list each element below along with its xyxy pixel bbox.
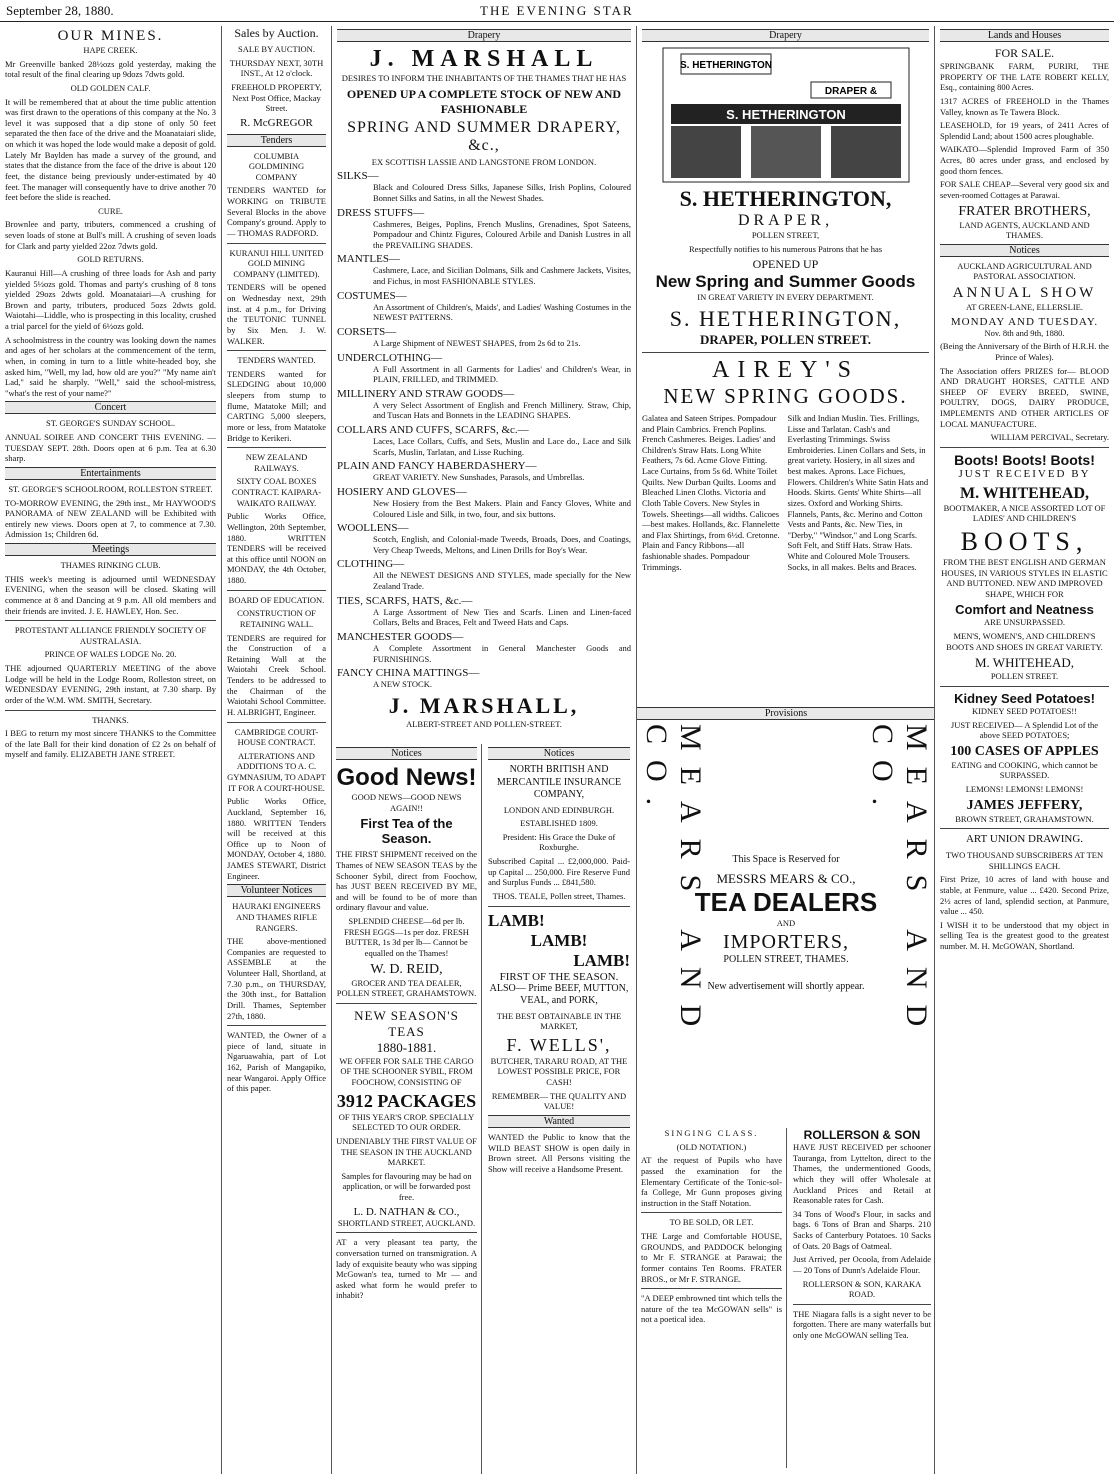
drapery-item xyxy=(337,388,631,421)
ad-text: HAVE JUST RECEIVED per schooner Tauranga, from Lyttelton, direct to the Thames, the undermentioned Goods, which they will offer Wholesale at Auckland Prices and Retail at Reasonable rates for Cash. xyxy=(793,1142,931,1206)
divider xyxy=(940,828,1109,829)
ad-text: FROM THE BEST ENGLISH AND GERMAN HOUSES, IN VARIOUS STYLES IN ELASTIC AND BUTTONED. NEW AND IMPROVED SHAPE, WHICH FOR xyxy=(941,556,1108,599)
airey-list-right: Silk and Indian Muslin. Ties. Frillings, Lisse and Tarlatan. Cash's and Everlasting Trimmings. Swiss Embroideries. Linen Collars and Sets, in great variety. Hosiery, in all sizes and best makes. Aprons. Lace Fichues, Flowers. Children's White Satin Hats and Hoods. Skirts. Gents' White Shirts—all sizes. Oxford and Working Shirts. Flannels, Pants, &c. Merino and Cotton Vests and Pants, &c. New Ties, in "Derby," "Windsor," and Long Scarfs. Soft Felt, and Stiff Hats. Straw Hats. White and Coloured Mole Trousers. Socks, in all makes. Belts and Braces. xyxy=(787,412,929,572)
ad-headline: Boots! Boots! Boots! xyxy=(954,451,1095,468)
ad-text: OPENED UP A COMPLETE STOCK OF NEW AND FASHIONABLE xyxy=(346,86,622,116)
section-header: Meetings xyxy=(5,543,216,556)
heading: OLD GOLDEN CALF. xyxy=(70,82,151,93)
ad-text: ESTABLISHED 1809. xyxy=(520,818,598,829)
ad-footer: ROLLERSON & SON, KARAKA ROAD. xyxy=(802,1278,922,1300)
ad-date: Nov. 8th and 9th, 1880. xyxy=(984,327,1065,338)
drapery-item-heading: DRESS STUFFS— xyxy=(337,206,425,219)
divider xyxy=(5,620,216,621)
ad-text: IN GREAT VARIETY IN EVERY DEPARTMENT. xyxy=(697,292,874,303)
drapery-item xyxy=(337,352,631,385)
drapery-item-text: A Large Shipment of NEWEST SHAPES, from 2s 6d to 21s. xyxy=(373,337,581,348)
ad-title: First Tea of the Season. xyxy=(360,816,453,847)
ad-subtitle: CONSTRUCTION OF RETAINING WALL. xyxy=(237,608,316,629)
ad-text: THE above-mentioned Companies are requested to ASSEMBLE at the Volunteer Hall, Shortland, at 7.30 p.m., on THURSDAY, the 30th inst., for Battalion Drill. Thames, September 27th, 1880. xyxy=(227,936,326,1021)
ad-text: (Being the Anniversary of the Birth of H.R.H. the Prince of Wales). xyxy=(940,341,1109,362)
ad-year: 1880-1881. xyxy=(376,1039,437,1055)
drapery-item-heading: SILKS— xyxy=(337,170,379,183)
ad-title: NORTH BRITISH AND MERCANTILE INSURANCE COMPANY, xyxy=(496,764,622,800)
article-text: A schoolmistress in the country was looking down the names and ages of her scholars at the commencement of the term, when, in coming in turn to a little white-headed boy, she asked him, "Well, my lad, how old are you?" "My name ain't Lad," said he sharply. "Well," said the school-mistress, "what's the rest of your name?" xyxy=(5,334,216,398)
ad-title: TO BE SOLD, OR LET. xyxy=(669,1217,754,1228)
drapery-item-text: All the NEWEST DESIGNS AND STYLES, made specially for the New Zealand Trade. xyxy=(373,570,631,591)
ad-headline: Good News! xyxy=(336,764,477,791)
drapery-item xyxy=(337,326,631,349)
ad-text: WAIKATO—Splendid Improved Farm of 350 Acres, 80 acres under grass, and enclosed by good thorn fences. xyxy=(940,144,1109,176)
drapery-item-heading: COSTUMES— xyxy=(337,289,407,302)
ad-footer: J. MARSHALL, xyxy=(388,692,580,718)
drapery-item xyxy=(337,522,631,555)
ad-text: OPENED UP xyxy=(752,257,819,272)
drapery-item-text: Scotch, English, and Colonial-made Tweeds, Broads, Does, and Coatings, Very Cheap Tweeds, Meltons, and Linen Drills for Boy's Wear. xyxy=(373,534,631,555)
section-header: Drapery xyxy=(642,29,929,42)
divider xyxy=(642,352,929,353)
section-header: Notices xyxy=(940,244,1109,257)
ad-title: ART UNION DRAWING. xyxy=(965,833,1084,846)
ad-text: ALSO— Prime BEEF, MUTTON, VEAL, and PORK, xyxy=(489,982,629,1006)
ad-subtitle: ALTERATIONS AND ADDITIONS TO A. C. GYMNASIUM, TO ADAPT IT FOR A COURT-HOUSE. xyxy=(227,750,326,793)
ad-headline: 100 CASES OF APPLES xyxy=(950,743,1099,759)
ad-text: TENDERS WANTED for WORKING on TRIBUTE Several Blocks in the above Company's ground. Apply to— THOMAS RADFORD. xyxy=(227,185,326,238)
ad-headline: TEA DEALERS xyxy=(694,886,878,917)
divider xyxy=(227,722,326,723)
ad-headline: LAMB! xyxy=(573,950,630,970)
sign-text-1: S. HETHERINGTON xyxy=(679,60,772,71)
ad-text: OF THIS YEAR'S CROP. SPECIALLY SELECTED TO OUR ORDER. xyxy=(338,1111,475,1133)
ad-text: WANTED the Public to know that the WILD BEAST SHOW is open daily in Brown street. All Persons visiting the Show will receive a Handsome Present. xyxy=(488,1131,630,1174)
ad-text: AT the request of Pupils who have passed the examination for the Elementary Certificate of the Tonic-sol-fa College, Mr Gunn proposes giving instruction in the Staff Notation. xyxy=(641,1155,782,1208)
rollerson-ad xyxy=(789,1128,935,1468)
ad-text: ARE UNSURPASSED. xyxy=(984,617,1065,628)
ad-title: HAURAKI ENGINEERS AND THAMES RIFLE RANGERS. xyxy=(232,901,321,933)
ad-headline: New Spring and Summer Goods xyxy=(655,272,916,292)
ad-title: CAMBRIDGE COURT-HOUSE CONTRACT. xyxy=(234,726,319,748)
mears-vertical-right: MEARS AND CO. xyxy=(866,724,933,1043)
mears-ad xyxy=(637,704,935,1124)
article-text: It will be remembered that at about the time public attention was first drawn to the operations of this company at the No. 3 level it was supposed that a dip stone of only 50 feet separated the then face of the drive and the Moanataiari slide, on which it was hoped the lode would make a deposit of gold. Lately Mr Baylden has made a survey of the ground, and states that the distance from the face of the drive is about 120 feet, the distance being previously under-estimated by 40 feet. The manager will consequently have to drive another 70 feet before the slide is reached. xyxy=(5,96,216,203)
ad-text: I BEG to return my most sincere THANKS to the Committee of the late Ball for their kind donation of £2 2s on behalf of myself and family. ELIZABETH JANE STREET. xyxy=(5,728,216,760)
ad-title: PROTESTANT ALLIANCE FRIENDLY SOCIETY OF AUSTRALASIA. xyxy=(14,625,207,646)
divider xyxy=(641,1212,782,1213)
ad-name: F. WELLS', xyxy=(506,1034,612,1055)
ad-text: ANNUAL SOIREE AND CONCERT THIS EVENING. —TUESDAY SEPT. 28th. Doors open at 6 p.m. Tea at 6.30 sharp. xyxy=(5,432,216,464)
divider xyxy=(336,1003,477,1004)
ad-subtitle: IMPORTERS, xyxy=(722,931,850,954)
heading: GOLD RETURNS. xyxy=(77,254,144,265)
heading: CURE. xyxy=(98,205,123,216)
ad-text: DESIRES TO INFORM THE INHABITANTS OF THE THAMES THAT HE HAS xyxy=(341,73,627,83)
ad-subtitle: PRINCE OF WALES LODGE No. 20. xyxy=(44,649,177,660)
section-header: Notices xyxy=(488,747,630,760)
drapery-item xyxy=(337,424,631,457)
masthead xyxy=(0,0,1114,22)
column-3 xyxy=(332,26,637,1474)
ad-name: W. D. REID, xyxy=(370,961,443,977)
airey-list-left: Galatea and Sateen Stripes. Pompadour and Plain Cambrics. French Poplins. French Cashmeres. Beiges. Ladies' and Children's Straw Hats. Long White Feathers, 7s 6d. Acme Glove Fitting. Lace Curtains, from 5s 6d. White Toilet Quilts. New Durban Quilts. Looms and Bleached Linen Cloths. Victoria and Cloth Table Covers. New Styles in Towels. Sheetings—all widths. Calicoes—best makes. Hollands, &c. Flannelette and Flax Shirtings, from 6½d. Cretonne. Plain and Fancy Ribbons—all fashionable shades. Pompadour Trimmings. xyxy=(642,412,780,572)
ad-text: THURSDAY NEXT, 30TH INST., At 12 o'clock. xyxy=(229,57,324,79)
ad-title: TENDERS WANTED. xyxy=(237,355,316,366)
ad-title: FOR SALE. xyxy=(994,46,1055,60)
ad-text: Samples for flavouring may be had on application, or will be forwarded post free. xyxy=(341,1170,472,1202)
drapery-item-text: A Full Assortment in all Garments for Ladies' and Children's Wear, in PLAIN, FRILLED, and TRIMMED. xyxy=(373,363,631,385)
ad-title: AUCKLAND AGRICULTURAL AND PASTORAL ASSOCIATION. xyxy=(957,260,1092,282)
ad-name: JAMES JEFFERY, xyxy=(966,797,1083,813)
article-text: Mr Greenville banked 28½ozs gold yesterday, making the total result of the final clearing up 9dozs 7dwts gold. xyxy=(5,58,216,80)
ad-subtitle: LONDON AND EDINBURGH. xyxy=(503,804,615,815)
ad-text: The Association offers PRIZES for— BLOOD AND DRAUGHT HORSES, CATTLE AND SHEEP OF EVERY BREED, SWINE, POULTRY, DOGS, DAIRY PRODUCE, IMPLEMENTS AND OTHER ARTICLES OF LOCAL MANUFACTURE. xyxy=(940,365,1109,429)
ad-text: JUST RECEIVED BY xyxy=(958,467,1091,480)
ad-headline: SPRING AND SUMMER DRAPERY, &c., xyxy=(347,118,621,154)
divider xyxy=(940,686,1109,687)
ad-text: BOOTMAKER, A NICE ASSORTED LOT OF LADIES' AND CHILDREN'S xyxy=(943,502,1106,524)
ad-text: WE OFFER FOR SALE THE CARGO OF THE SCHOONER SYBIL, FROM FOOCHOW, CONSISTING OF xyxy=(339,1055,474,1087)
drapery-item-heading: CORSETS— xyxy=(337,325,397,338)
divider xyxy=(336,1232,477,1233)
ad-text: TENDERS are required for the Construction of a Retaining Wall at the Waiotahi Creek School. Tenders to be addressed to the Chairman of the Waiotahi School Committee. H. ALBRIGHT, Engineer. xyxy=(227,632,326,717)
ad-text: THE Large and Comfortable HOUSE, GROUNDS, and PADDOCK belonging to Mr F. STRANGE at Parawai; the former contains Ten Rooms. FRATER BROS., or Mr F. STRANGE. xyxy=(641,1231,782,1284)
ad-title: COLUMBIA GOLDMINING COMPANY xyxy=(248,150,305,182)
singing-ad xyxy=(637,1128,787,1468)
ad-name: THOS. TEALE, Pollen street, Thames. xyxy=(492,890,626,901)
divider xyxy=(227,590,326,591)
divider xyxy=(5,710,216,711)
heading: HAPE CREEK. xyxy=(83,45,138,55)
ad-subtitle: SIXTY COAL BOXES CONTRACT. KAIPARA-WAIKATO RAILWAY. xyxy=(231,476,322,508)
drapery-item-text: A very Select Assortment of English and French Millinery. Straw, Chip, and Tuscan Hats and Bonnets in the LEADING SHAPES. xyxy=(373,399,631,421)
ad-address: POLLEN STREET. xyxy=(990,671,1059,682)
drapery-item xyxy=(337,595,631,628)
storefront-illustration xyxy=(661,46,911,184)
ad-title: ROLLERSON & SON xyxy=(803,1128,921,1142)
ad-text: TENDERS wanted for SLEDGING about 10,000 sleepers from stump to flume, Matatoke Mill; and CARTING 5,000 sleepers, more or less, from Matatoke Bridge to Kerikeri. xyxy=(227,368,326,443)
drapery-item-heading: FANCY CHINA MATTINGS— xyxy=(337,667,480,680)
divider xyxy=(641,1288,782,1289)
ad-text: EX SCOTTISH LASSIE AND LANGSTONE FROM LONDON. xyxy=(371,156,597,167)
section-header: Lands and Houses xyxy=(940,29,1109,42)
ad-text: LEASEHOLD, for 19 years, of 2411 Acres of Splendid Land; about 1500 acres ploughable. xyxy=(940,120,1109,141)
section-header: Wanted xyxy=(488,1115,630,1128)
ad-text: FREEHOLD PROPERTY, Next Post Office, Mackay Street. xyxy=(231,81,322,114)
ad-text: "A DEEP embrowned tint which tells the nature of the tea McGOWAN sells" is not a poetical idea. xyxy=(641,1293,782,1325)
ad-headline: LAMB! xyxy=(530,930,588,950)
ad-headline: Comfort and Neatness xyxy=(955,602,1094,618)
drapery-item-text: Cashmere, Lace, and Sicilian Dolmans, Silk and Cashmere Jackets, Visites, and Fichus, in most FASHIONABLE STYLES. xyxy=(373,265,631,286)
section-header: Volunteer Notices xyxy=(227,884,326,897)
ad-name: L. D. NATHAN & CO., xyxy=(353,1205,460,1218)
drapery-item-text: A NEW STOCK. xyxy=(373,679,432,690)
ad-title: J. MARSHALL xyxy=(369,46,599,72)
ad-text: I WISH it to be understood that my object in selling Tea is the greatest good to the greatest number. M. H. McGOWAN, Shortland. xyxy=(940,919,1109,951)
ad-title: SINGING CLASS. xyxy=(664,1128,759,1138)
ad-text: President: His Grace the Duke of Roxburghe. xyxy=(502,831,616,853)
mears-vertical-left: MEARS AND CO. xyxy=(640,724,707,1043)
drapery-item xyxy=(337,667,631,690)
ad-title: NEW SEASON'S TEAS xyxy=(354,1007,459,1039)
section-header: Notices xyxy=(336,747,477,760)
ad-text: UNDENIABLY THE FIRST VALUE OF THE SEASON IN THE AUCKLAND MARKET. xyxy=(336,1135,477,1168)
sign-text-2: DRAPER & xyxy=(824,86,877,97)
ad-name: M. WHITEHEAD, xyxy=(959,484,1090,502)
ad-subtitle: KIDNEY SEED POTATOES!! xyxy=(971,705,1078,716)
drapery-item xyxy=(337,253,631,286)
section-title: OUR MINES. xyxy=(57,28,164,44)
ad-subtitle: (OLD NOTATION.) xyxy=(676,1141,747,1152)
drapery-item-text: Laces, Lace Collars, Cuffs, and Sets, Muslin and Lace do., Lace and Silk Scarfs, Muslin, Tarlatan, and Lisse Ruching. xyxy=(373,436,631,457)
masthead-date: September 28, 1880. xyxy=(6,3,114,18)
ad-text: AT a very pleasant tea party, the conversation turned on transmigration. A lady of exquisite beauty who was sipping McGowan's tea, turned to Mr — and asked what form he would prefer to inhabit? xyxy=(336,1237,477,1301)
ad-address: DRAPER, POLLEN STREET. xyxy=(700,331,871,347)
ad-text: 1317 ACRES of FREEHOLD in the Thames Valley, known as Te Tawera Block. xyxy=(940,95,1109,117)
ad-text: THIS week's meeting is adjourned until WEDNESDAY EVENING, when the season will be closed. Skating will commence at 8 and Dancing at 9 p.m. All old members and their friends are invited. J. E. HAWLEY, Hon. Sec. xyxy=(5,573,216,616)
drapery-item-heading: MANCHESTER GOODS— xyxy=(337,630,464,643)
section-header: Drapery xyxy=(337,29,631,42)
ad-title: SALE BY AUCTION. xyxy=(238,44,315,54)
divider xyxy=(940,447,1109,448)
drapery-item-text: A Complete Assortment in General Manchester Goods and FURNISHINGS. xyxy=(373,642,631,664)
ad-title: NEW ZEALAND RAILWAYS. xyxy=(245,452,308,473)
article-text: Kauranui Hill—A crushing of three loads for Ash and party yielded 5½ozs gold. Thomas and party's crushing of 8 tons yielded 29ozs 2dwts gold. Moanataiari—A crushing for Brown and party, tributers, produced 5ozs 2dwts gold. Waiotahi—Liddle, who is prospecting in this locality, crushed a trial parcel for the yield of 6½ozs gold. xyxy=(5,267,216,331)
drapery-item-heading: PLAIN AND FANCY HABERDASHERY— xyxy=(337,460,537,473)
ad-title: AIREY'S xyxy=(712,356,859,383)
drapery-item-text: Black and Coloured Dress Silks, Japanese Silks, Irish Poplins, Coloured Bonnet Silks and Satins, in all the Newest Shades. xyxy=(373,182,631,203)
drapery-item-text: New Hosiery from the Best Makers. Plain and Fancy Gloves, White and Coloured Lisle and Silk, in two, four, and six buttons. xyxy=(373,497,631,519)
section-header: Entertainments xyxy=(5,467,216,480)
column-5 xyxy=(935,26,1114,1474)
drapery-item xyxy=(337,170,631,203)
ad-subtitle: NEW SPRING GOODS. xyxy=(663,383,908,408)
notices-right xyxy=(484,744,634,1474)
ad-subtitle: TWO THOUSAND SUBSCRIBERS AT TEN SHILLINGS EACH. xyxy=(945,850,1104,871)
drapery-item xyxy=(337,290,631,323)
mears-content xyxy=(683,854,889,996)
ad-text: AND xyxy=(776,917,796,928)
section-header: Provisions xyxy=(637,707,935,720)
ad-text: This Space is Reserved for xyxy=(732,854,840,865)
ad-text: Public Works Office, Wellington, 20th September, 1880. WRITTEN TENDERS will be received at this office until NOON on MONDAY, the 4th October, 1880. xyxy=(227,511,326,585)
ad-text: THE adjourned QUARTERLY MEETING of the above Lodge will be held in the Lodge Room, Rolleston street, on WEDNESDAY EVENING, 29th instant, at 7.30 sharp. By order of the W.M. WM. SMITH, Secretary. xyxy=(5,663,216,705)
ad-headline: ANNUAL SHOW xyxy=(952,285,1097,301)
ad-text: THE Niagara falls is a sight never to be forgotten. There are many waterfalls but only one McGOWAN selling Tea. xyxy=(793,1308,931,1340)
ad-title: S. HETHERINGTON, xyxy=(679,186,892,211)
ad-text: LEMONS! LEMONS! LEMONS! xyxy=(965,784,1084,794)
ad-text: MONDAY AND TUESDAY. xyxy=(950,315,1099,328)
ad-text: THE BEST OBTAINABLE IN THE MARKET, xyxy=(496,1010,622,1032)
drapery-item-heading: TIES, SCARFS, HATS, &c.— xyxy=(337,594,473,607)
notices-left xyxy=(332,744,482,1474)
ad-text: Subscribed Capital ... £2,000,000. Paid-up Capital ... 250,000. Fire Reserve Fund and Surplus Funds ... £841,580. xyxy=(488,856,630,888)
ad-text: First Prize, 10 acres of land with house and stable, at Fenmure, value ... £420. Second Prize, 2½ acres of land, splendid section, at Panmure, value ... 450. xyxy=(940,874,1109,917)
ad-title: BOARD OF EDUCATION. xyxy=(228,594,325,605)
masthead-title: THE EVENING STAR xyxy=(480,3,634,18)
ad-text: New advertisement will shortly appear. xyxy=(707,980,865,992)
section-header: Concert xyxy=(5,401,216,414)
ad-text: Public Works Office, Auckland, September 16, 1880. WRITTEN Tenders will be received at this Office up to Noon of MONDAY, October 4, 1880. JAMES STEWART, District Engineer. xyxy=(227,796,326,881)
ad-text: JUST RECEIVED— A Splendid Lot of the above SEED POTATOES; xyxy=(950,719,1099,741)
divider xyxy=(488,906,630,907)
ad-title: ST. GEORGE'S SUNDAY SCHOOL. xyxy=(46,418,175,429)
drapery-item-heading: CLOTHING— xyxy=(337,558,405,571)
ad-text: SPLENDID CHEESE—6d per lb. FRESH EGGS—1s per doz. FRESH BUTTER, 1s 3d per lb— Cannot be equalled on the Thames! xyxy=(344,916,469,958)
ad-text: REMEMBER— THE QUALITY AND VALUE! xyxy=(491,1090,627,1112)
drapery-item-heading: UNDERCLOTHING— xyxy=(337,351,443,364)
ad-address: GROCER AND TEA DEALER, POLLEN STREET, GRAHAMSTOWN. xyxy=(336,977,477,999)
drapery-item-text: An Assortment of Children's, Maids', and Ladies' Washing Costumes in the NEWEST PATTERNS. xyxy=(373,301,631,323)
ad-text: THE FIRST SHIPMENT received on the Thames of NEW SEASON TEAS by the Schooner Sybil, direct from Foochow, has JUST BEEN RECEIVED BY ME, and will be found to be of more than ordinary flavour and value. xyxy=(336,849,477,913)
divider xyxy=(227,350,326,351)
section-title: Sales by Auction. xyxy=(234,26,319,40)
drapery-item xyxy=(337,207,631,251)
airey-list xyxy=(642,413,929,575)
ad-text: TO-MORROW EVENING, the 29th inst., Mr HAYWOOD'S PANORAMA of NEW ZEALAND will be Exhibited with entirely new views. Doors open at 7, to commence at 7.30. Admission 1s; Children 6d. xyxy=(5,497,216,540)
ad-subtitle: GOOD NEWS—GOOD NEWS AGAIN!! xyxy=(351,792,462,813)
ad-address: SHORTLAND STREET, AUCKLAND. xyxy=(337,1217,476,1228)
article-text: Brownlee and party, tributers, commenced a crushing of seven loads of stone at Bull's mill. A crushing of seven loads for Clark and party yielded 22oz 7dwts gold. xyxy=(5,219,216,251)
section-header: Tenders xyxy=(227,134,326,147)
drapery-item xyxy=(337,460,631,483)
drapery-item-text: GREAT VARIETY. New Sunshades, Parasols, and Umbrellas. xyxy=(373,472,585,483)
ad-text: Just Arrived, per Ocoola, from Adelaide— 20 Tons of Dunn's Adelaide Flour. xyxy=(793,1254,931,1275)
ad-address: POLLEN STREET, THAMES. xyxy=(723,954,849,966)
ad-text: WANTED, the Owner of a piece of land, situate in Ngaruawahia, part of Lot 162, Parish of Mangapiko, near Wangaroi. Apply Office of this paper. xyxy=(227,1030,326,1094)
divider xyxy=(227,1025,326,1026)
ad-name: FRATER BROTHERS, xyxy=(958,203,1091,219)
ad-title: THANKS. xyxy=(92,714,129,725)
ad-title: THAMES RINKING CLUB. xyxy=(60,560,161,570)
ad-text: EATING and COOKING, which cannot be SURPASSED. xyxy=(951,759,1098,781)
ad-address: BROWN STREET, GRAHAMSTOWN. xyxy=(955,813,1094,824)
ad-address: BUTCHER, TARARU ROAD, AT THE LOWEST POSSIBLE PRICE, FOR CASH! xyxy=(490,1055,628,1087)
divider xyxy=(227,447,326,448)
ad-title: KURANUI HILL UNITED GOLD MINING COMPANY (LIMITED). xyxy=(229,247,324,279)
ad-headline: BOOTS, xyxy=(960,526,1089,556)
sign-text-3: S. HETHERINGTON xyxy=(725,107,846,122)
drapery-item-heading: MILLINERY AND STRAW GOODS— xyxy=(337,387,515,400)
ad-address: LAND AGENTS, AUCKLAND AND THAMES. xyxy=(959,219,1090,241)
storefront-drawing xyxy=(661,46,911,184)
ad-name: M. WHITEHEAD, xyxy=(974,655,1075,671)
ad-name: MESSRS MEARS & CO., xyxy=(716,870,856,886)
ad-title: ST. GEORGE'S SCHOOLROOM, ROLLESTON STREET. xyxy=(8,483,213,494)
ad-text: 34 Tons of Wood's Flour, in sacks and bags. 6 Tons of Bran and Sharps. 210 Sacks of Canterbury Potatoes. 10 Sacks of Oats. 20 Bags of Oatmeal. xyxy=(793,1208,931,1251)
drapery-item xyxy=(337,558,631,591)
ad-headline: Kidney Seed Potatoes! xyxy=(954,690,1095,706)
ad-text: TENDERS will be opened on Wednesday next, 29th inst. at 4 p.m., for Driving the TEUTONIC TUNNEL by Six Men. J. W. WALKER. xyxy=(227,282,326,346)
drapery-item-heading: HOSIERY AND GLOVES— xyxy=(337,485,467,498)
divider xyxy=(227,243,326,244)
ad-footer: S. HETHERINGTON, xyxy=(669,305,902,331)
column-2 xyxy=(222,26,332,1474)
ad-text: Respectfully notifies to his numerous Patrons that he has xyxy=(688,243,883,254)
ad-text: AT GREEN-LANE, ELLERSLIE. xyxy=(966,302,1083,312)
drapery-item xyxy=(337,486,631,519)
ad-signature: WILLIAM PERCIVAL, Secretary. xyxy=(990,432,1109,443)
ad-address: ALBERT-STREET AND POLLEN-STREET. xyxy=(406,718,562,729)
item-list xyxy=(337,170,631,690)
drapery-item-text: Cashmeres, Beiges, Poplins, French Muslins, Grenadines, Spot Sateens, Pompadour and Chintz Figures, Coloured Arbile and Danish Lustres in all the PREVAILING SHADES. xyxy=(373,218,631,250)
ad-headline: LAMB! xyxy=(488,910,545,930)
drapery-item-heading: COLLARS AND CUFFS, SCARFS, &c.— xyxy=(337,424,529,436)
column-4 xyxy=(637,26,935,1474)
drapery-item xyxy=(337,631,631,664)
ad-text: SPRINGBANK FARM, PURIRI, THE PROPERTY OF THE LATE ROBERT KELLY, Esq., containing 800 Acres. xyxy=(940,61,1109,93)
ad-subtitle: FIRST OF THE SEASON. xyxy=(499,970,619,983)
divider xyxy=(793,1304,931,1305)
ad-subtitle: DRAPER, xyxy=(737,212,834,229)
ad-text: FOR SALE CHEAP—Several very good six and seven-roomed Cottages at Parawai. xyxy=(940,179,1109,200)
drapery-item-text: A Large Assortment of New Ties and Scarfs. Linen and Linen-faced Collars, Belts and Braces, Felt and Tweed Hats and Caps. xyxy=(373,606,631,628)
drapery-item-heading: WOOLLENS— xyxy=(337,522,409,535)
drapery-item-heading: MANTLES— xyxy=(337,253,400,266)
column-1 xyxy=(0,26,222,1474)
ad-name: R. McGREGOR xyxy=(240,116,313,129)
ad-text: MEN'S, WOMEN'S, AND CHILDREN'S BOOTS AND SHOES IN GREAT VARIETY. xyxy=(946,631,1103,652)
ad-text: POLLEN STREET, xyxy=(751,230,820,240)
ad-headline: 3912 PACKAGES xyxy=(336,1090,477,1111)
